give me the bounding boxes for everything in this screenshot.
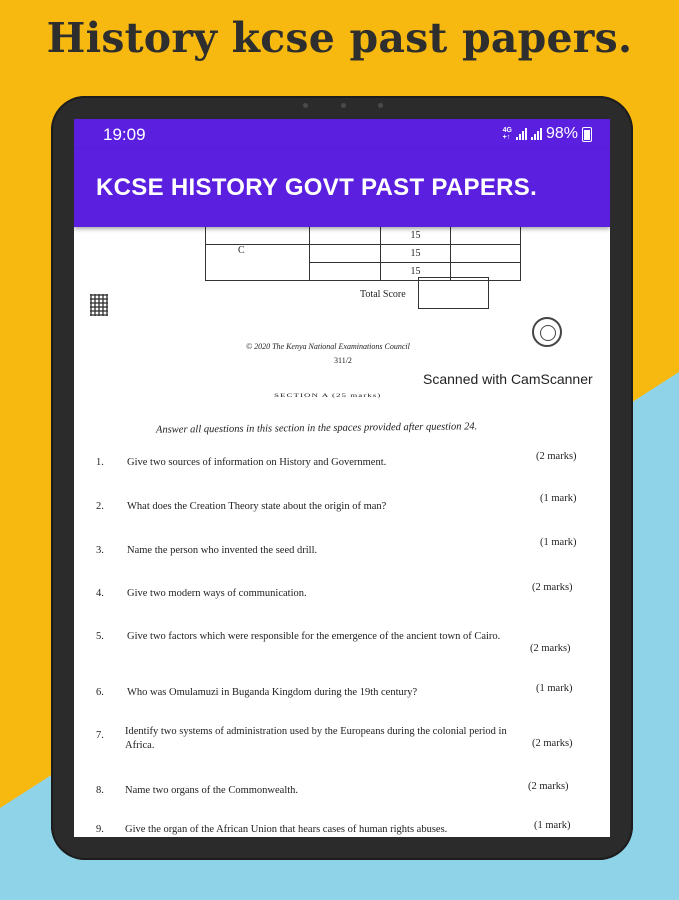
score-cell: 15 <box>381 227 451 245</box>
app-bar <box>74 149 610 227</box>
knec-seal-icon <box>532 317 562 347</box>
score-cell: 15 <box>381 245 451 263</box>
total-score-box <box>418 277 489 309</box>
camera-icon <box>341 103 346 108</box>
camera-bar <box>303 100 383 110</box>
app-title: KCSE HISTORY GOVT PAST PAPERS. <box>96 174 538 201</box>
total-score-label: Total Score <box>360 289 406 300</box>
battery-percent: 98% <box>545 125 578 142</box>
signal-icon <box>516 128 527 140</box>
device-screen <box>74 119 610 837</box>
sensor-dot <box>303 103 308 108</box>
past-paper-document[interactable]: 15 C 15 15 Total Score © 2020 The Kenya National Examinations Council 311/2 Scanned with CamScanner SECTION A (25 marks) Answer all questions in this section in the spaces provided after question 24. 1. Give two sources of information on History and Government. (2 marks) 2. What does the Creation Theory state about the origin of man? (1 mark) 3. Name the person who invented the seed drill. (1 mark) 4. Give two modern ways of communication. (2 marks) 5. Give two factors which were responsible for the emergence of the ancient town of Cairo. (2 marks) 6. Who was Omulamuzi in Buganda Kingdom during the 19th century? (1 mark) 7. Identify two systems of administration used by the Europeans during the colonial period in Africa. (2 marks) 8. Name two organs of the Commonwealth. (2 marks) 9. Give the organ of the African Union that hears cases of human rights abuses. (1 mark) <box>74 227 610 837</box>
signal-icon <box>531 128 542 140</box>
instruction-text: Answer all questions in this section in the spaces provided after question 24. <box>155 421 478 436</box>
status-icons <box>503 125 592 143</box>
sensor-dot <box>378 103 383 108</box>
qr-code-icon <box>90 294 108 316</box>
status-bar <box>74 119 610 149</box>
network-type: 4G +↑ <box>502 127 512 141</box>
battery-icon <box>582 127 592 142</box>
copyright-text: © 2020 The Kenya National Examinations Council <box>246 342 410 351</box>
section-label: C <box>206 245 310 281</box>
score-table <box>205 227 521 281</box>
section-heading: SECTION A (25 marks) <box>274 392 382 398</box>
score-cell: 15 <box>381 263 451 281</box>
paper-code: 311/2 <box>334 356 352 365</box>
tablet-frame <box>51 96 633 860</box>
scanner-watermark: Scanned with CamScanner <box>423 371 593 387</box>
promo-headline: History kcse past papers. <box>46 14 633 62</box>
status-time: 19:09 <box>103 125 146 144</box>
